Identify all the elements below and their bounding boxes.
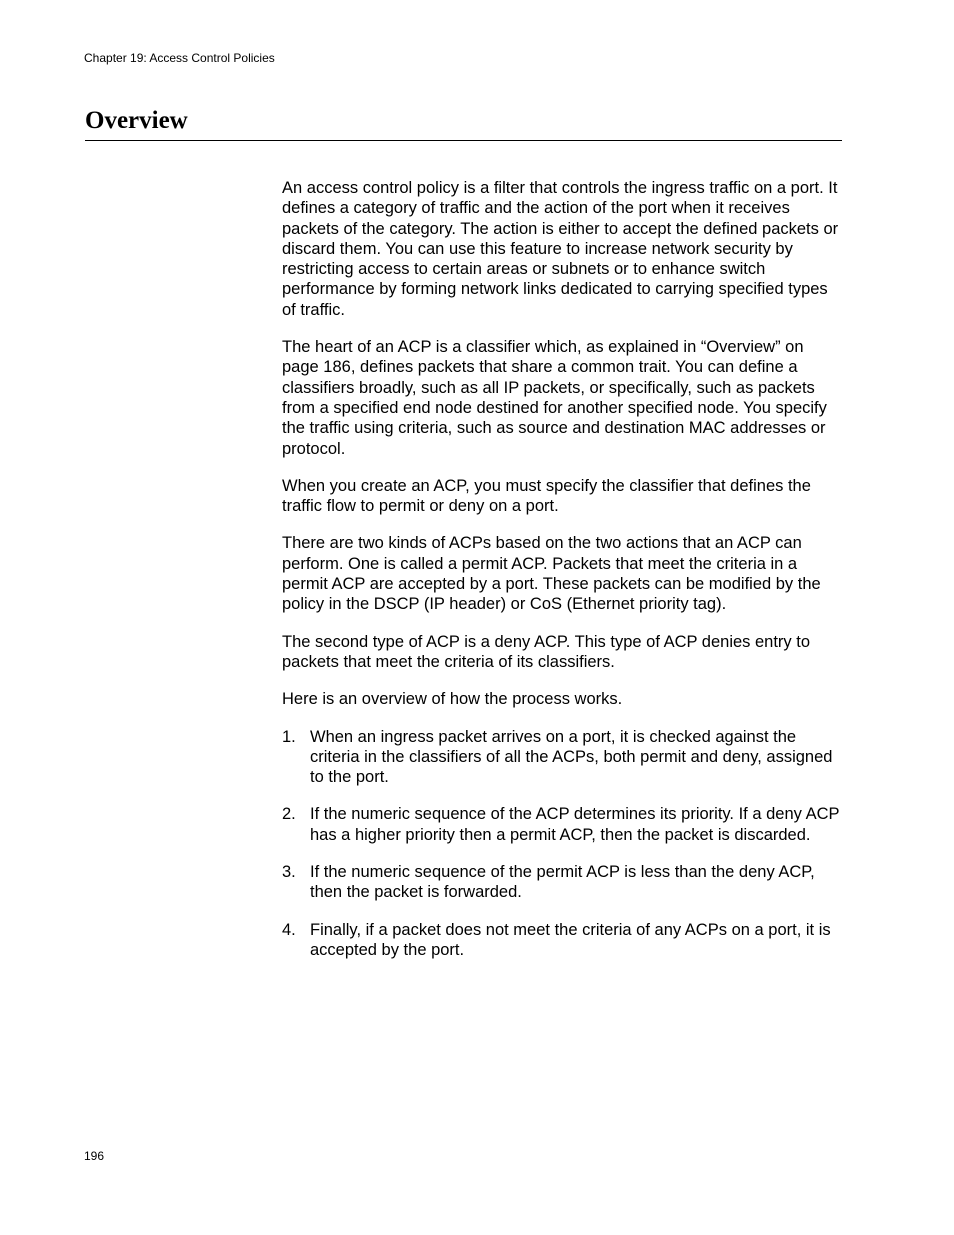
running-header: Chapter 19: Access Control Policies [84,51,275,65]
step-text: If the numeric sequence of the permit ACP is less than the deny ACP, then the packet is forwarded. [310,863,815,902]
step-text: If the numeric sequence of the ACP determines its priority. If a deny ACP has a higher priority then a permit ACP, then the packet is discarded. [310,805,840,844]
list-item [282,920,842,961]
process-steps-list [282,727,842,961]
paragraph-deny-acp: The second type of ACP is a deny ACP. This type of ACP denies entry to packets that meet the criteria of its classifiers. [282,632,811,671]
step-number: 2. [282,805,296,824]
paragraph-intro: An access control policy is a filter that controls the ingress traffic on a port. It defines a category of traffic and the action of the port when it receives packets of the category. The action is either to accept the defined packets or discard them. You can use this feature to increase network security by restricting access to certain areas or subnets or to enhance switch performance by forming network links dedicated to carrying specified types of traffic. [282,179,839,319]
page-number: 196 [84,1149,105,1163]
list-item [282,804,842,845]
step-number: 4. [282,920,296,939]
paragraph-classifier: The heart of an ACP is a classifier which, as explained in “Overview” on page 186, defines packets that share a common trait. You can define a classifiers broadly, such as all IP packets, or specifically, such as packets from a specified end node destined for another specified node. You specify the traffic using criteria, such as source and destination MAC addresses or protocol. [282,338,827,458]
title-divider [85,140,842,141]
body-content [282,178,842,977]
step-number: 3. [282,863,296,882]
paragraph-process-intro: Here is an overview of how the process works. [282,690,623,709]
paragraph-create-acp: When you create an ACP, you must specify the classifier that defines the traffic flow to permit or deny on a port. [282,476,811,516]
section-title: Overview [85,107,188,134]
list-item [282,862,842,903]
list-item [282,727,842,788]
paragraph-permit-acp: There are two kinds of ACPs based on the two actions that an ACP can perform. One is called a permit ACP. Packets that meet the criteria in a permit ACP are accepted by a port. These packets can be modified by the policy in the DSCP (IP header) or CoS (Ethernet priority tag). [282,534,821,614]
step-number: 1. [282,727,296,746]
step-text: When an ingress packet arrives on a port, it is checked against the criteria in the classifiers of all the ACPs, both permit and deny, assigned to the port. [310,727,833,787]
step-text: Finally, if a packet does not meet the criteria of any ACPs on a port, it is accepted by the port. [310,920,831,959]
